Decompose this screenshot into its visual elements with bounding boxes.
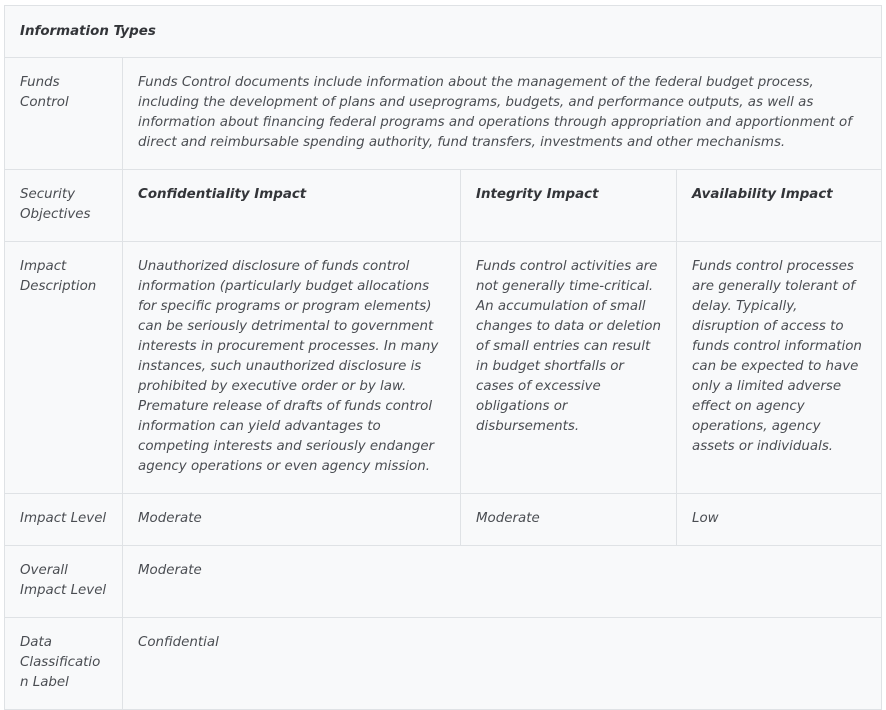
availability-impact-header: Availability Impact xyxy=(677,170,882,242)
table-row-header xyxy=(5,6,882,58)
integrity-impact-description: Funds control activities are not generally time-critical. An accumulation of small changes to data or deletion of small entries can result in budget shortfalls or cases of excessive obligations or disbursements. xyxy=(461,242,677,494)
confidentiality-impact-header: Confidentiality Impact xyxy=(123,170,461,242)
confidentiality-impact-description: Unauthorized disclosure of funds control information (particularly budget allocations for specific programs or program elements) can be seriously detrimental to government interests in procurement processes. In many instances, such unauthorized disclosure is prohibited by executive order or by law. Premature release of drafts of funds control information can yield advantages to competing interests and seriously endanger agency operations or even agency mission. xyxy=(123,242,461,494)
impact-level-label: Impact Level xyxy=(5,494,123,546)
security-objectives-label: Security Objectives xyxy=(5,170,123,242)
table-row-impact-level xyxy=(5,494,882,546)
integrity-impact-header: Integrity Impact xyxy=(461,170,677,242)
overall-impact-level-label: Overall Impact Level xyxy=(5,546,123,618)
overall-impact-level-value: Moderate xyxy=(123,546,882,618)
table-row-security-objectives xyxy=(5,170,882,242)
impact-description-label: Impact Description xyxy=(5,242,123,494)
integrity-impact-level: Moderate xyxy=(461,494,677,546)
table-row-impact-description xyxy=(5,242,882,494)
funds-control-label: Funds Control xyxy=(5,58,123,170)
funds-control-description: Funds Control documents include information about the management of the federal budget process, including the development of plans and useprograms, budgets, and performance outputs, as well as information about financing federal programs and operations through appropriation and apportionment of direct and reimbursable spending authority, fund transfers, investments and other mechanisms. xyxy=(123,58,882,170)
availability-impact-description: Funds control processes are generally tolerant of delay. Typically, disruption of access to funds control information can be expected to have only a limited adverse effect on agency operations, agency assets or individuals. xyxy=(677,242,882,494)
table-row-data-classification xyxy=(5,618,882,710)
table-row-overall-impact-level xyxy=(5,546,882,618)
table-row-funds-control xyxy=(5,58,882,170)
data-classification-value: Confidential xyxy=(123,618,882,710)
confidentiality-impact-level: Moderate xyxy=(123,494,461,546)
availability-impact-level: Low xyxy=(677,494,882,546)
data-classification-label: Data Classification Label xyxy=(5,618,123,710)
information-types-table xyxy=(4,5,882,710)
information-types-header: Information Types xyxy=(5,6,882,58)
information-types-table-wrapper xyxy=(4,5,881,710)
